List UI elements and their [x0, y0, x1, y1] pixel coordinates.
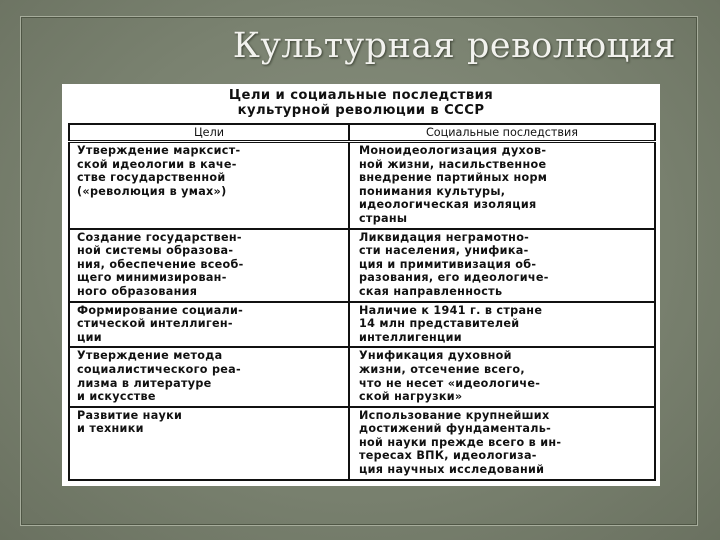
cell-text-line: стве государственной	[77, 171, 226, 185]
goal-cell	[69, 229, 349, 302]
cell-text-line: идеологическая изоляция	[359, 198, 537, 212]
cell-text-line: внедрение партийных норм	[359, 171, 548, 185]
table-row	[69, 142, 655, 229]
cell-text-line: стической интеллиген-	[77, 317, 233, 331]
cell-text-line: Формирование социали-	[77, 303, 244, 317]
caption-line: Цели и социальные последствия	[228, 88, 494, 103]
cell-text-line: Развитие науки	[77, 408, 183, 422]
cell-text-line: ния, обеспечение всеоб-	[77, 257, 244, 271]
cell-text-line: Наличие к 1941 г. в стране	[359, 303, 543, 317]
cell-text-line: ская направленность	[359, 284, 503, 298]
goals-consequences-table	[68, 123, 656, 481]
cell-text-line: щего минимизирован-	[77, 271, 227, 285]
consequence-cell	[349, 407, 655, 480]
cell-text-line: достижений фундаменталь-	[359, 422, 552, 436]
cell-text-line: Унификация духовной	[359, 349, 512, 363]
cell-text-line: ской идеологии в каче-	[77, 157, 237, 171]
cell-text-line: 14 млн представителей	[359, 317, 520, 331]
table-row	[69, 407, 655, 480]
cell-text-line: лизма в литературе	[77, 376, 212, 390]
column-header-consequences: Социальные последствия	[349, 124, 655, 142]
cell-text-line: («революция в умах»)	[77, 184, 227, 198]
slide-title: Культурная революция	[232, 26, 676, 66]
table-row	[69, 347, 655, 406]
table-row	[69, 302, 655, 348]
goal-cell	[69, 142, 349, 229]
cell-text-line: тересах ВПК, идеологиза-	[359, 449, 537, 463]
goal-cell	[69, 302, 349, 348]
cell-text-line: Ликвидация неграмотно-	[359, 230, 530, 244]
cell-text-line: Утверждение марксист-	[77, 144, 241, 157]
consequence-cell	[349, 229, 655, 302]
cell-text-line: ного образования	[77, 284, 198, 298]
cell-text-line: ной жизни, насильственное	[359, 157, 547, 171]
cell-text-line: понимания культуры,	[359, 184, 506, 198]
cell-text-line: социалистического реа-	[77, 362, 241, 376]
cell-text-line: ции	[77, 330, 102, 344]
consequence-cell	[349, 142, 655, 229]
cell-text-line: и искусстве	[77, 390, 156, 404]
table-header-row	[69, 124, 655, 142]
cell-text-line: ция и примитивизация об-	[359, 257, 537, 271]
cell-text-line: интеллигенции	[359, 330, 462, 344]
table-caption	[68, 89, 654, 118]
caption-line: культурной революции в СССР	[237, 102, 485, 118]
goal-cell	[69, 347, 349, 406]
cell-text-line: Моноидеологизация духов-	[359, 144, 547, 157]
consequence-cell	[349, 302, 655, 348]
cell-text-line: страны	[359, 211, 408, 225]
cell-text-line: жизни, отсечение всего,	[359, 362, 525, 376]
cell-text-line: ция научных исследований	[359, 463, 545, 477]
column-header-goals: Цели	[69, 124, 349, 142]
cell-text-line: разования, его идеологиче-	[359, 271, 549, 285]
cell-text-line: ской нагрузки»	[359, 390, 463, 404]
goal-cell	[69, 407, 349, 480]
table-row	[69, 229, 655, 302]
cell-text-line: что не несет «идеологиче-	[359, 376, 541, 390]
cell-text-line: Создание государствен-	[77, 230, 242, 244]
cell-text-line: Утверждение метода	[77, 349, 223, 363]
scanned-document	[62, 84, 660, 486]
cell-text-line: и техники	[77, 422, 144, 436]
cell-text-line: ной науки прежде всего в ин-	[359, 435, 562, 449]
cell-text-line: Использование крупнейших	[359, 408, 550, 422]
consequence-cell	[349, 347, 655, 406]
cell-text-line: сти населения, унифика-	[359, 244, 529, 258]
cell-text-line: ной системы образова-	[77, 244, 234, 258]
